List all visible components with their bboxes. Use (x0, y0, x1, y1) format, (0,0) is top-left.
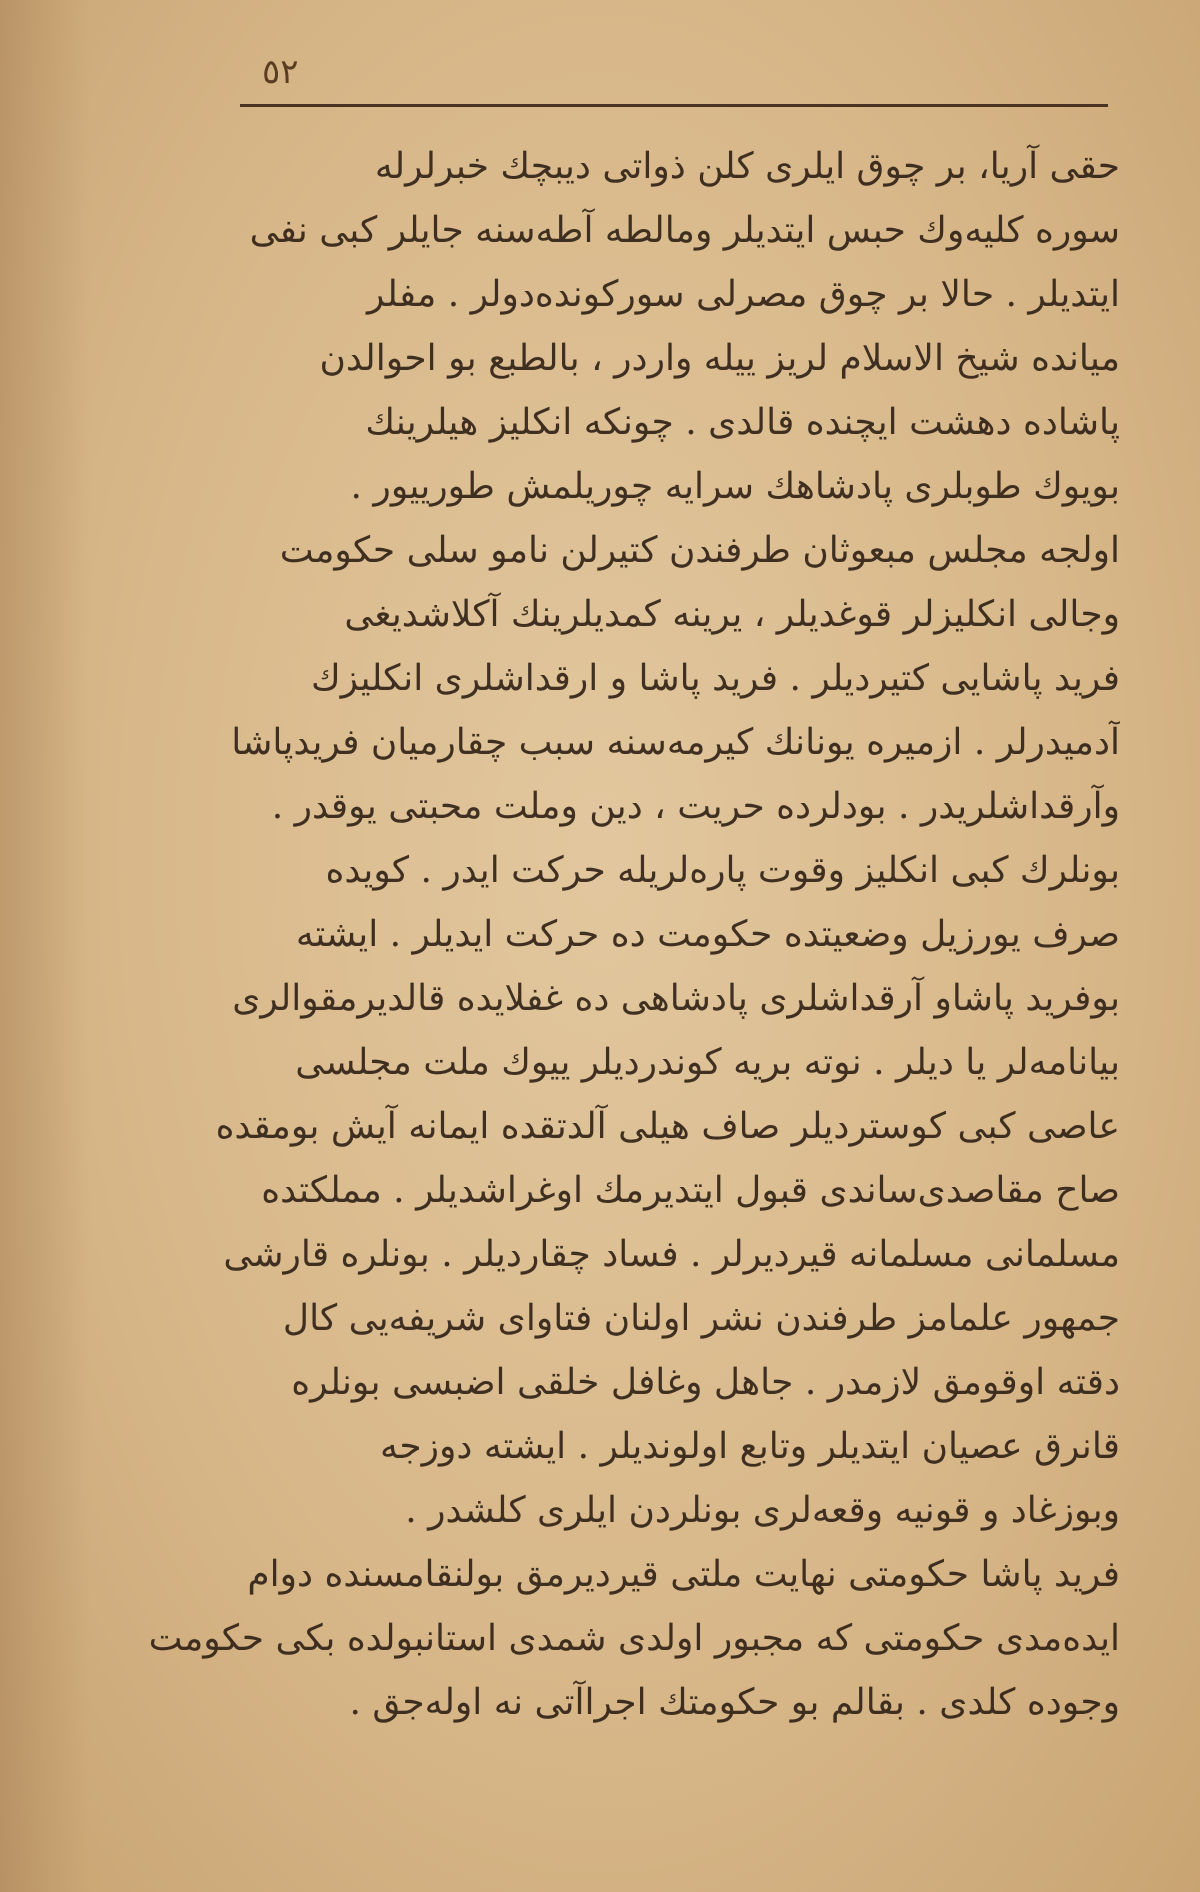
text-line: سوره کلیه‌وك حبس ایتدیلر ومالطه آطه‌سنه جایلر کبی نفی (249, 210, 1120, 251)
text-line: اولجه مجلس مبعوثان طرفندن کتیرلن نامو سلی حکومت (279, 530, 1120, 571)
text-line: وآرقداشلریدر . بودلرده حریت ، دین وملت محبتی یوقدر . (271, 786, 1120, 827)
text-line: مسلمانی مسلمانه قیردیرلر . فساد چقاردیلر . بونلره قارشی (223, 1234, 1120, 1275)
text-line: عاصی کبی کوستردیلر صاف هیلی آلدتقده ایمانه آیش بومقده (215, 1106, 1120, 1147)
text-line: بونلرك کبی انکلیز وقوت پاره‌لریله حرکت ایدر . کویده (325, 850, 1120, 891)
text-line: بوفرید پاشاو آرقداشلری پادشاهی ده غفلایده قالدیرمقوالری (232, 978, 1120, 1019)
text-line: ایده‌مدی حکومتی که مجبور اولدی شمدی استانبولده بکی حکومت (148, 1618, 1120, 1659)
text-line: وجالی انکلیزلر قوغدیلر ، یرینه کمدیلرینك آکلاشدیغی (344, 594, 1120, 635)
text-line: میانده شیخ الاسلام لریز ییله واردر ، بالطبع بو احوالدن (319, 338, 1120, 379)
text-line: فرید پاشایی کتیردیلر . فرید پاشا و ارقداشلری انکلیزك (310, 658, 1120, 699)
header-rule (240, 104, 1108, 107)
text-line: حقی آریا، بر چوق ایلری کلن ذواتی دیبچك خبرلرله (374, 146, 1120, 187)
text-line: فرید پاشا حکومتی نهایت ملتی قیردیرمق بولنقامسنده دوام (247, 1554, 1120, 1595)
text-line: بیانامه‌لر یا دیلر . نوته بریه کوندردیلر ییوك ملت مجلسی (295, 1042, 1120, 1083)
text-line: پاشاده دهشت ایچنده قالدی . چونکه انکلیز هیلرینك (365, 402, 1120, 443)
body-text (140, 135, 1120, 1735)
text-line: قانرق عصیان ایتدیلر وتابع اولوندیلر . ایشته دوزجه (380, 1426, 1120, 1467)
text-line: ایتدیلر . حالا بر چوق مصرلی سورکونده‌دولر . مفلر (367, 274, 1120, 315)
page-number: ٥٢ (262, 52, 299, 92)
text-line: صاح مقاصدی‌ساندی قبول ایتدیرمك اوغراشدیلر . مملکتده (261, 1170, 1120, 1211)
text-line: دقته اوقومق لازمدر . جاهل وغافل خلقی اضبسی بونلره (291, 1362, 1120, 1403)
text-line: بویوك طوبلری پادشاهك سرایه چوریلمش طورییور . (350, 466, 1120, 507)
text-line: صرف یورزیل وضعیتده حکومت ده حرکت ایدیلر . ایشته (295, 914, 1120, 955)
text-line: وجوده کلدی . بقالم بو حکومتك اجراآتی نه اوله‌جق . (349, 1682, 1120, 1723)
text-line: جمهور علمامز طرفندن نشر اولنان فتاوای شریفه‌یی کال (282, 1298, 1120, 1339)
page-edge-shadow (0, 0, 90, 1892)
text-line: وبوزغاد و قونیه وقعه‌لری بونلردن ایلری کلشدر . (405, 1490, 1120, 1531)
text-line: آدمیدرلر . ازمیره یونانك کیرمه‌سنه سبب چقارمیان فریدپاشا (231, 722, 1120, 763)
